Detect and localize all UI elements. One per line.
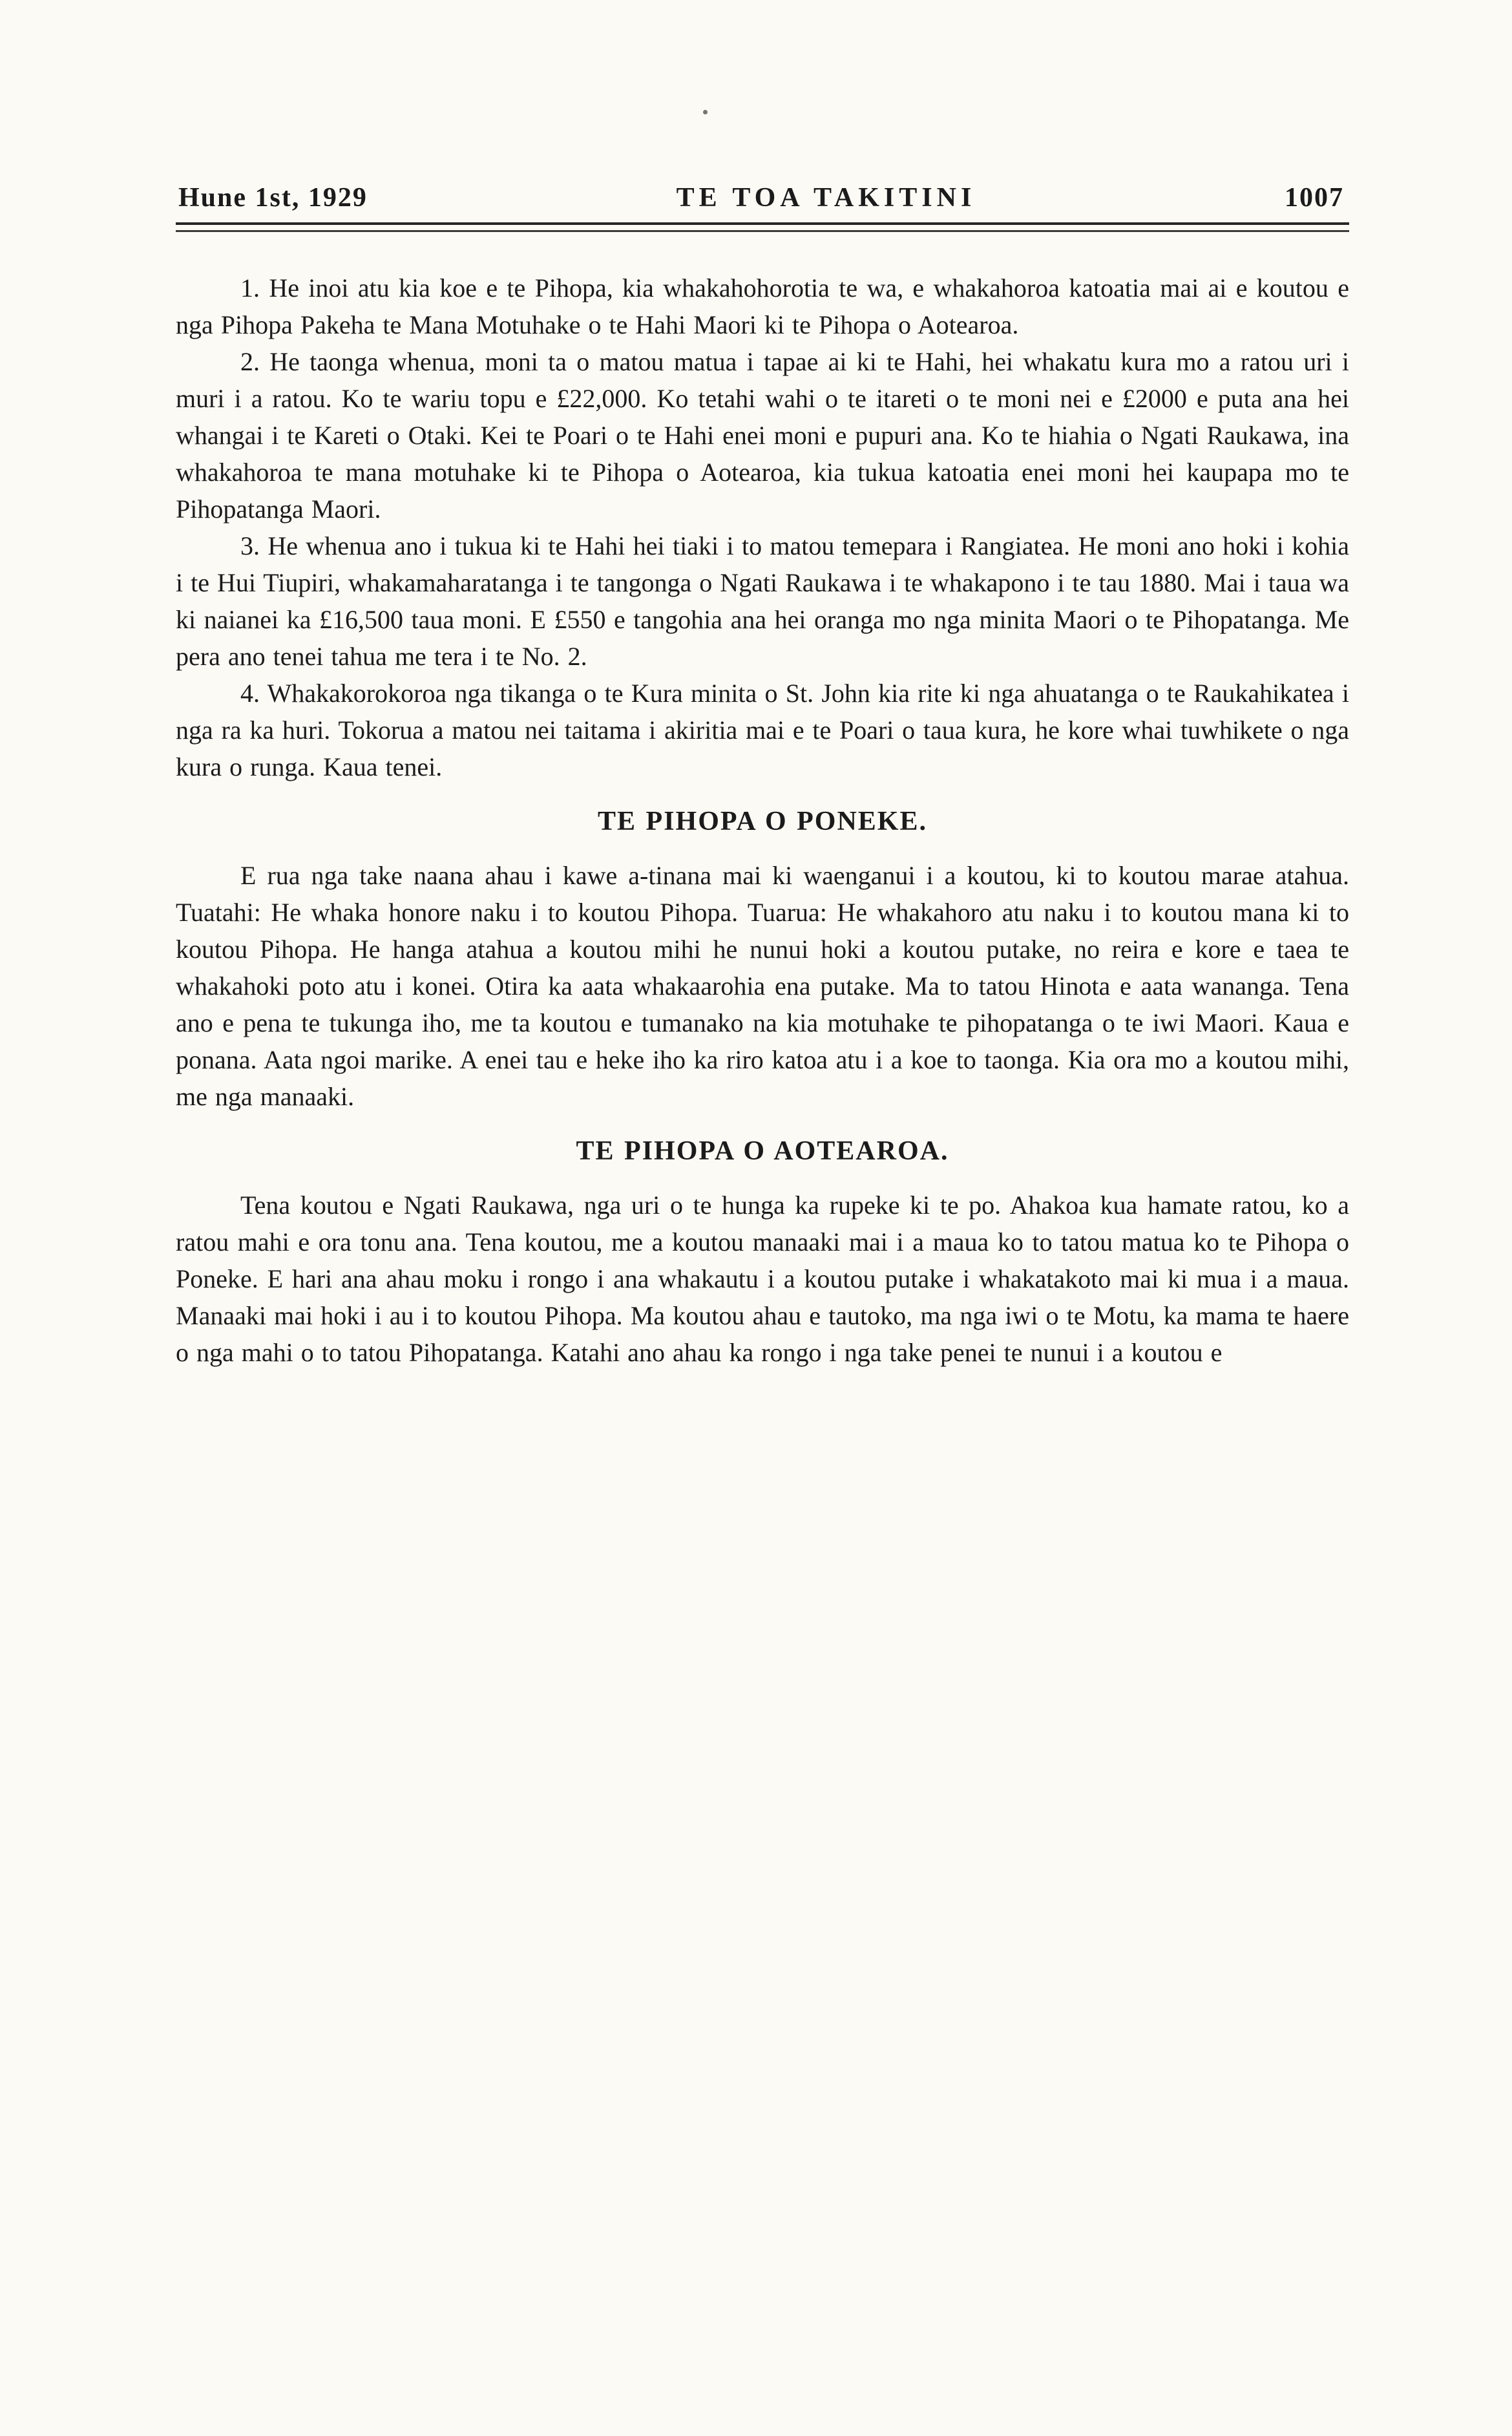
scan-speck (703, 110, 708, 114)
issue-date: Hune 1st, 1929 (178, 183, 368, 213)
paragraph-2: 2. He taonga whenua, moni ta o matou matua i tapae ai ki te Hahi, hei whakatu kura mo a ratou uri i muri i a ratou. Ko te wariu topu e £22,000. Ko tetahi wahi o te itareti o te moni nei e £2000 e puta ana hei whangai i te Kareti o Otaki. Kei te Poari o te Hahi enei moni e pupuri ana. Ko te hiahia o Ngati Raukawa, ina whakahoroa te mana motuhake ki te Pihopa o Aotearoa, kia tukua katoatia enei moni hei kaupapa mo te Pihopatanga Maori. (176, 347, 1349, 524)
page-number: 1007 (1285, 183, 1344, 213)
publication-title: TE TOA TAKITINI (676, 183, 976, 213)
paragraph-5: E rua nga take naana ahau i kawe a-tinana mai ki waenganui i a koutou, ki to koutou marae atahua. Tuatahi: He whaka honore naku i to koutou Pihopa. Tuarua: He whakahoro atu naku i to koutou mana ki to koutou Pihopa. He hanga atahua a koutou mihi he nunui hoki a koutou putake, no reira e kore e taea te whakahoki poto atu i konei. Otira ka aata whakaarohia ena putake. Ma to tatou Hinota e aata wananga. Tena ano e pena te tukunga iho, me ta koutou e tumanako na kia motuhake te pihopatanga o te iwi Maori. Kaua e ponana. Aata ngoi marike. A enei tau e heke iho ka riro katoa atu i a koe to taonga. Kia ora mo a koutou mihi, me nga manaaki. (176, 861, 1349, 1111)
masthead-double-rule (176, 222, 1349, 232)
section-heading-te-pihopa-o-poneke: TE PIHOPA O PONEKE. (598, 807, 927, 836)
paragraph-3: 3. He whenua ano i tukua ki te Hahi hei tiaki i to matou temepara i Rangiatea. He moni ano hoki i kohia i te Hui Tiupiri, whakamaharatanga i te tangonga o Ngati Raukawa i te whakapono i te tau 1880. Mai i taua wa ki naianei ka £16,500 taua moni. E £550 e tangohia ana hei oranga mo nga minita Maori o te Pihopatanga. Me pera ano tenei tahua me tera i te No. 2. (176, 531, 1349, 671)
section-heading-te-pihopa-o-aotearoa: TE PIHOPA O AOTEAROA. (576, 1136, 949, 1166)
paragraph-4: 4. Whakakorokoroa nga tikanga o te Kura minita o St. John kia rite ki nga ahuatanga o te Raukahikatea i nga ra ka huri. Tokorua a matou nei taitama i akiritia mai e te Poari o taua kura, he kore whai tuwhikete o nga kura o runga. Kaua tenei. (176, 679, 1349, 781)
article-body (176, 270, 1349, 1371)
page-masthead (176, 182, 1349, 213)
paragraph-6: Tena koutou e Ngati Raukawa, nga uri o te hunga ka rupeke ki te po. Ahakoa kua hamate ratou, ko a ratou mahi e ora tonu ana. Tena koutou, me a koutou manaaki mai i a maua ko to tatou matua ko te Pihopa o Poneke. E hari ana ahau moku i rongo i ana whakautu i a koutou putake i whakatakoto mai ki mua i a maua. Manaaki mai hoki i au i to koutou Pihopa. Ma koutou ahau e tautoko, ma nga iwi o te Motu, ka mama te haere o nga mahi o to tatou Pihopatanga. Katahi ano ahau ka rongo i nga take penei te nunui i a koutou e (176, 1191, 1349, 1367)
paragraph-1: 1. He inoi atu kia koe e te Pihopa, kia whakahohorotia te wa, e whakahoroa katoatia mai ai e koutou e nga Pihopa Pakeha te Mana Motuhake o te Hahi Maori ki te Pihopa o Aotearoa. (176, 273, 1349, 339)
